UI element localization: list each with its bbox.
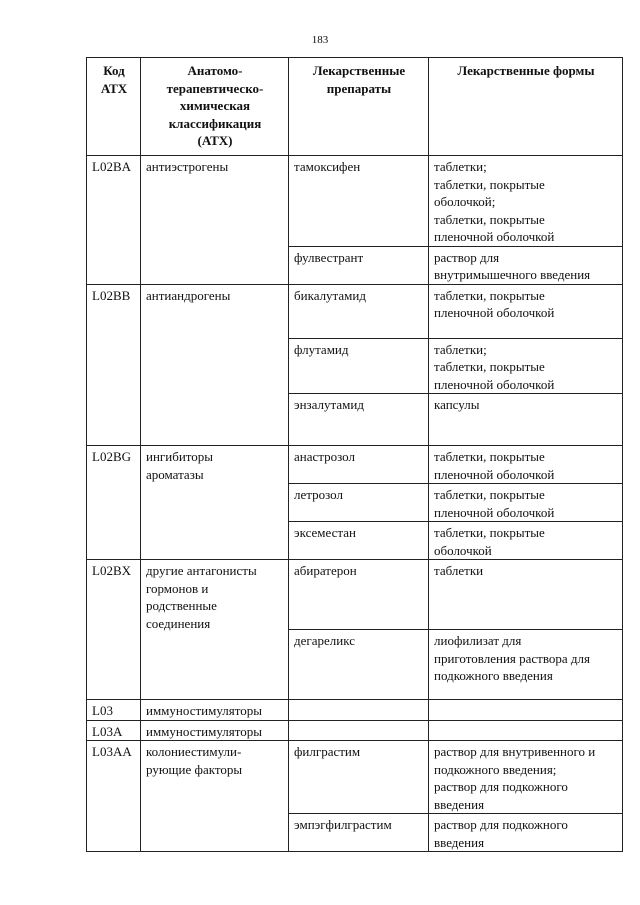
- table-row: [87, 720, 623, 741]
- form-cell: таблетки: [429, 560, 623, 630]
- class-cell: ингибиторы ароматазы: [141, 446, 289, 560]
- table-row: [87, 700, 623, 721]
- form-cell: [429, 720, 623, 741]
- code-cell: L02BX: [87, 560, 141, 700]
- drug-cell: тамоксифен: [289, 156, 429, 247]
- code-cell: L02BG: [87, 446, 141, 560]
- form-cell: таблетки, покрытые пленочной оболочкой: [429, 446, 623, 484]
- drug-cell: энзалутамид: [289, 394, 429, 446]
- code-cell: L02BB: [87, 284, 141, 446]
- drug-cell: абиратерон: [289, 560, 429, 630]
- drug-cell: бикалутамид: [289, 284, 429, 338]
- header-classification: Анатомо- терапевтическо- химическая классификация (АТХ): [141, 58, 289, 156]
- form-cell: раствор для подкожного введения: [429, 814, 623, 852]
- drug-cell: фулвестрант: [289, 246, 429, 284]
- form-cell: таблетки; таблетки, покрытые пленочной оболочкой: [429, 338, 623, 394]
- form-cell: таблетки; таблетки, покрытые оболочкой; таблетки, покрытые пленочной оболочкой: [429, 156, 623, 247]
- class-cell: антиэстрогены: [141, 156, 289, 285]
- code-cell: L02BA: [87, 156, 141, 285]
- atx-drug-table: [86, 57, 623, 852]
- class-cell: иммуностимуляторы: [141, 720, 289, 741]
- form-cell: лиофилизат для приготовления раствора для подкожного введения: [429, 630, 623, 700]
- table-row: [87, 560, 623, 630]
- drug-cell: [289, 720, 429, 741]
- form-cell: таблетки, покрытые пленочной оболочкой: [429, 484, 623, 522]
- form-cell: таблетки, покрытые оболочкой: [429, 522, 623, 560]
- class-cell: колониестимули- рующие факторы: [141, 741, 289, 852]
- class-cell: другие антагонисты гормонов и родственные соединения: [141, 560, 289, 700]
- drug-cell: дегареликс: [289, 630, 429, 700]
- table-row: [87, 284, 623, 338]
- table-row: [87, 156, 623, 247]
- page-number: 183: [311, 34, 329, 46]
- drug-cell: эмпэгфилграстим: [289, 814, 429, 852]
- code-cell: L03: [87, 700, 141, 721]
- drug-cell: анастрозол: [289, 446, 429, 484]
- table-row: [87, 446, 623, 484]
- code-cell: L03AA: [87, 741, 141, 852]
- table-header-row: [87, 58, 623, 156]
- drug-cell: эксеместан: [289, 522, 429, 560]
- header-code: Код АТХ: [87, 58, 141, 156]
- class-cell: антиандрогены: [141, 284, 289, 446]
- form-cell: таблетки, покрытые пленочной оболочкой: [429, 284, 623, 338]
- drug-cell: летрозол: [289, 484, 429, 522]
- code-cell: L03A: [87, 720, 141, 741]
- form-cell: раствор для внутривенного и подкожного введения; раствор для подкожного введения: [429, 741, 623, 814]
- drug-cell: [289, 700, 429, 721]
- drug-cell: флутамид: [289, 338, 429, 394]
- header-forms: Лекарственные формы: [429, 58, 623, 156]
- class-cell: иммуностимуляторы: [141, 700, 289, 721]
- drug-cell: филграстим: [289, 741, 429, 814]
- form-cell: капсулы: [429, 394, 623, 446]
- form-cell: раствор для внутримышечного введения: [429, 246, 623, 284]
- table-row: [87, 741, 623, 814]
- header-drugs: Лекарственные препараты: [289, 58, 429, 156]
- form-cell: [429, 700, 623, 721]
